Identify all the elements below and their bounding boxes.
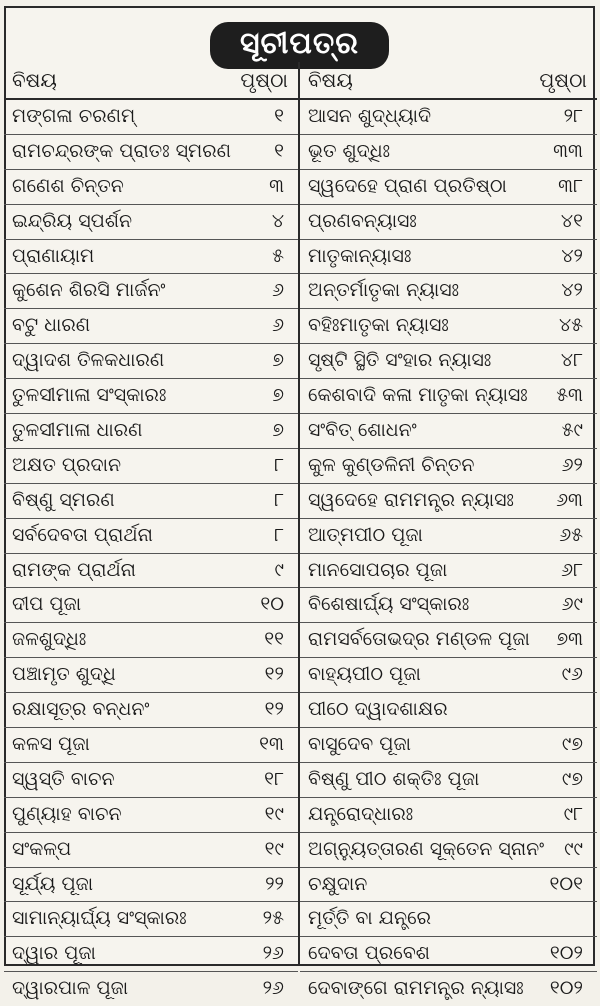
toc-page-number: ୨୫ (262, 907, 284, 930)
toc-row (4, 972, 298, 1006)
toc-page-number: ୧ (274, 105, 284, 127)
toc-page-number: ୧୨ (264, 698, 284, 721)
toc-subject: ରାମସର୍ବତୋଭଦ୍ର ମଣ୍ଡଳ ପୂଜା (308, 628, 530, 651)
toc-page-number: ୫୯ (561, 419, 583, 442)
toc-subject: ଦେବତା ପ୍ରବେଶ (308, 942, 430, 965)
toc-subject: ବିଶେଷାର୍ଘ୍ୟ ସଂସ୍କାରଃ (308, 593, 470, 616)
toc-subject: ମାତୃକାନ୍ୟାସଃ (308, 244, 412, 267)
toc-page-number: ୬୯ (561, 593, 583, 616)
header-subject: ବିଷୟ (308, 68, 353, 92)
toc-row (300, 833, 597, 868)
toc-row (300, 100, 597, 135)
toc-page-number: ୫୩ (556, 384, 583, 407)
toc-page-number: ୨୮ (563, 105, 583, 127)
toc-page-number: ୬୫ (559, 523, 583, 546)
toc-row (4, 763, 298, 798)
toc-column-right (298, 62, 597, 1000)
toc-row (300, 170, 597, 205)
toc-page-number: ୩୮ (558, 174, 583, 197)
toc-row (300, 135, 597, 170)
toc-subject: ଭୂତ ଶୁଦ୍ଧିଃ (308, 139, 391, 162)
toc-row (4, 868, 298, 903)
header-page: ପୃଷ୍ଠା (240, 68, 288, 92)
toc-page-number: ୧୧ (264, 628, 284, 651)
toc-row (300, 484, 597, 519)
toc-page-number: ୯୮ (563, 802, 583, 825)
toc-row (4, 554, 298, 589)
toc-row (300, 205, 597, 240)
toc-row (300, 449, 597, 484)
toc-subject: ବହିଃମାତୃକା ନ୍ୟାସଃ (308, 314, 449, 337)
toc-page-number: ୪୨ (561, 244, 583, 267)
toc-row (4, 623, 298, 658)
toc-subject: ଜଳଶୁଦ୍ଧିଃ (12, 628, 87, 651)
toc-row (4, 240, 298, 275)
toc-page-number: ୪ (271, 209, 284, 232)
toc-row (300, 972, 597, 1006)
header-page: ପୃଷ୍ଠା (539, 68, 587, 92)
toc-subject: ସ୍ୱଦେହେ ରାମମନ୍ତ୍ର ନ୍ୟାସଃ (308, 488, 514, 511)
toc-subject: ଅକ୍ଷତ ପ୍ରଦାନ (12, 453, 122, 476)
toc-subject: ରାମଚନ୍ଦ୍ରଙ୍କ ପ୍ରାତଃ ସ୍ମରଣ (12, 139, 232, 162)
toc-subject: ଗଣେଶ ଚିନ୍ତନ (12, 174, 124, 197)
toc-subject: ବିଷ୍ଣୁ ପୀଠ ଶକ୍ତିଃ ପୂଜା (308, 767, 480, 790)
toc-row (300, 728, 597, 763)
page-title: ସୂଚୀପତ୍ର (210, 22, 389, 69)
toc-subject: ପ୍ରଣବନ୍ୟାସଃ (308, 209, 417, 232)
toc-subject: ଦେବାଙ୍ଗେ ରାମମନ୍ତ୍ର ନ୍ୟାସଃ (308, 977, 524, 1000)
toc-row (300, 414, 597, 449)
toc-row (4, 274, 298, 309)
toc-row (300, 519, 597, 554)
toc-row (300, 309, 597, 344)
toc-subject: ସୂର୍ଯ୍ୟ ପୂଜା (12, 872, 94, 895)
toc-row (4, 728, 298, 763)
toc-page-number: ୧୯ (264, 837, 284, 860)
toc-row (300, 274, 597, 309)
toc-subject: ବାସୁଦେବ ପୂଜା (308, 733, 411, 756)
toc-page-number: ୬୨ (561, 453, 583, 476)
toc-subject: ବଟୁ ଧାରଣ (12, 314, 91, 337)
column-header (4, 62, 298, 100)
toc-row (4, 484, 298, 519)
toc-subject: ଦ୍ୱାରପାଳ ପୂଜା (12, 977, 129, 1000)
toc-subject: ମଙ୍ଗଳା ଚରଣମ୍ (12, 105, 136, 127)
toc-page-number: ୩ (269, 174, 284, 197)
toc-row (300, 379, 597, 414)
toc-subject: ରକ୍ଷାସୂତ୍ର ବନ୍ଧନଂ (12, 698, 150, 721)
toc-page-number: ୬ (272, 279, 284, 302)
toc-subject: ଦୀପ ପୂଜା (12, 593, 82, 616)
toc-row (300, 554, 597, 589)
toc-page-number: ୧୯ (264, 802, 284, 825)
toc-row (300, 623, 597, 658)
toc-page-number: ୨୨ (265, 872, 284, 895)
toc-page-number: ୭ (272, 384, 284, 407)
toc-subject: ମୂର୍ତ୍ତି ବା ଯନ୍ତ୍ରେ (308, 907, 432, 930)
toc-page-number: ୫ (272, 244, 284, 267)
toc-page-number: ୧୦୨ (549, 942, 583, 965)
toc-page-number: ୬ (272, 314, 284, 337)
toc-row (4, 414, 298, 449)
toc-row (4, 693, 298, 728)
toc-page-number: ୯୭ (561, 767, 583, 790)
toc-page-number: ୬୩ (556, 488, 583, 511)
toc-subject: ମାନସୋପଚାର ପୂଜା (308, 558, 448, 581)
toc-row (300, 902, 597, 937)
toc-page-number: ୧୦ (260, 593, 284, 616)
toc-page-number: ୪୨ (561, 279, 583, 302)
toc-row (4, 798, 298, 833)
toc-subject: ବାହ୍ୟପୀଠ ପୂଜା (308, 663, 421, 686)
toc-row (4, 519, 298, 554)
toc-row (4, 902, 298, 937)
toc-subject: ଯନ୍ତ୍ରୋଦ୍ଧାରଃ (308, 802, 414, 825)
toc-row (300, 658, 597, 693)
toc-page-number: ୨୬ (262, 942, 284, 965)
toc-row (300, 344, 597, 379)
toc-page-number: ୪୫ (558, 314, 583, 337)
toc-subject: ଇନ୍ଦ୍ରିୟ ସ୍ପର୍ଶନ (12, 209, 133, 232)
toc-row (4, 170, 298, 205)
toc-subject: ଦ୍ୱାଦଶ ତିଳକଧାରଣ (12, 349, 165, 372)
toc-page-number: ୯୯ (564, 837, 583, 860)
toc-row (4, 937, 298, 972)
toc-row (4, 100, 298, 135)
toc-subject: ଅନ୍ତର୍ମାତୃକା ନ୍ୟାସଃ (308, 279, 460, 302)
toc-subject: ତୁଳସୀମାଳା ସଂସ୍କାରଃ (12, 384, 167, 407)
toc-subject: ପଞ୍ଚାମୃତ ଶୁଦ୍ଧି (12, 663, 116, 686)
toc-subject: ପୁଣ୍ୟାହ ବାଚନ (12, 802, 122, 825)
toc-subject: ସଂବିତ୍ ଶୋଧନଂ (308, 419, 417, 442)
toc-subject: ଅଗ୍ନ୍ୟୁତ୍ତାରଣ ସୂକ୍ତେନ ସ୍ନାନଂ (308, 837, 545, 860)
toc-subject: ରାମଙ୍କ ପ୍ରାର୍ଥନା (12, 558, 136, 581)
toc-subject: କୁଳ କୁଣ୍ଡଳିନୀ ଚିନ୍ତନ (308, 453, 475, 476)
toc-subject: ସର୍ବଦେବତା ପ୍ରାର୍ଥନା (12, 523, 153, 546)
toc-subject: ଆତ୍ମପୀଠ ପୂଜା (308, 523, 423, 546)
toc-subject: ସଂକଳ୍ପ (12, 837, 72, 860)
toc-row (4, 135, 298, 170)
toc-page-number: ୯ (274, 558, 284, 581)
toc-row (300, 588, 597, 623)
toc-page-number: ୯୭ (561, 733, 583, 756)
toc-page-number: ୧୦୧ (549, 872, 583, 895)
toc-page-number: ୮ (274, 453, 284, 476)
toc-subject: କୁଶେନ ଶିରସି ମାର୍ଜନଂ (12, 279, 166, 302)
toc-page-number: ୨୬ (262, 977, 284, 1000)
column-header (300, 62, 597, 100)
toc-subject: ବିଷ୍ଣୁ ସ୍ମରଣ (12, 488, 115, 511)
toc-row (4, 588, 298, 623)
toc-subject: କେଶବାଦି କଳା ମାତୃକା ନ୍ୟାସଃ (308, 384, 528, 407)
toc-page-number: ୧ (274, 139, 284, 162)
toc-subject: ପୀଠେ ଦ୍ୱାଦଶାକ୍ଷର (308, 698, 448, 721)
toc-page-number: ୭ (272, 349, 284, 372)
toc-row (300, 798, 597, 833)
toc-row (4, 205, 298, 240)
toc-row (4, 449, 298, 484)
toc-row (4, 658, 298, 693)
toc-page-number: ୧୩ (259, 733, 284, 756)
toc-subject: ପ୍ରାଣାୟାମ (12, 244, 95, 267)
toc-page-number: ୬୮ (561, 558, 583, 581)
toc-page-number: ୧୦୨ (549, 977, 583, 1000)
toc-row (4, 379, 298, 414)
toc-subject: ତୁଳସୀମାଳା ଧାରଣ (12, 419, 143, 442)
toc-page-number: ୯୬ (561, 663, 583, 686)
toc-subject: ସ୍ୱସ୍ତି ବାଚନ (12, 767, 115, 790)
toc-row (300, 937, 597, 972)
toc-page-number: ୪୮ (560, 349, 583, 372)
toc-page-number: ୭ (272, 419, 284, 442)
toc-page-number: ୭୩ (556, 628, 583, 651)
toc-page-number: ୮ (274, 523, 284, 546)
toc-page-number: ୩୩ (553, 139, 583, 162)
toc-row (300, 763, 597, 798)
toc-row (300, 693, 597, 728)
toc-column-left (4, 62, 298, 1000)
toc-subject: କଳସ ପୂଜା (12, 733, 90, 756)
toc-subject: ଆସନ ଶୁଦ୍ଧ୍ୟାଦି (308, 105, 432, 127)
toc-row (4, 833, 298, 868)
toc-page-number: ୧୨ (264, 663, 284, 686)
toc-row (300, 240, 597, 275)
toc-row (4, 309, 298, 344)
toc-page-number: ୪୧ (560, 209, 583, 232)
toc-subject: ଚକ୍ଷୁଦାନ (308, 872, 368, 895)
toc-row (4, 344, 298, 379)
toc-table (4, 62, 595, 1000)
toc-subject: ସୃଷ୍ଟି ସ୍ଥିତି ସଂହାର ନ୍ୟାସଃ (308, 349, 492, 372)
toc-page-number: ୮ (274, 488, 284, 511)
toc-subject: ସାମାନ୍ୟାର୍ଘ୍ୟ ସଂସ୍କାରଃ (12, 907, 187, 930)
toc-subject: ଦ୍ୱାର ପୂଜା (12, 942, 96, 965)
toc-page-number: ୧୮ (264, 767, 284, 790)
toc-row (300, 868, 597, 903)
header-subject: ବିଷୟ (12, 68, 57, 92)
toc-subject: ସ୍ୱଦେହେ ପ୍ରାଣ ପ୍ରତିଷ୍ଠା (308, 174, 507, 197)
